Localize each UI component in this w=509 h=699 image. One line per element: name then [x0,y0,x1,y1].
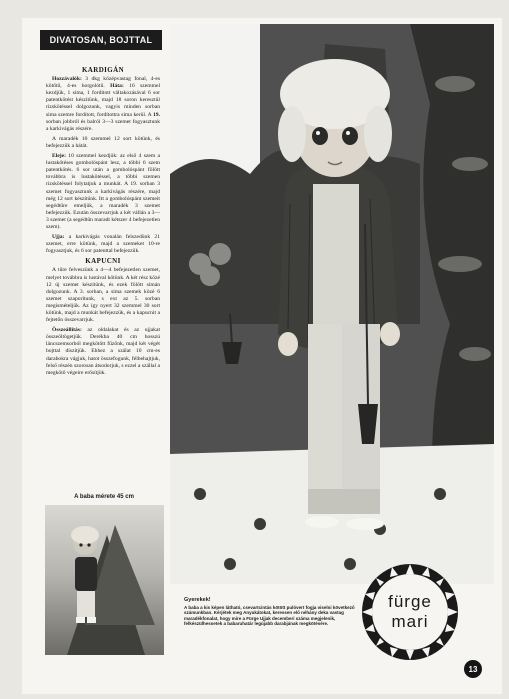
main-doll-photo [170,24,494,584]
notice-heading: Gyerekek! [184,597,211,603]
page-number: 13 [464,660,482,678]
logo-text [360,592,460,632]
photo-caption: A baba mérete 45 cm [74,494,134,500]
logo-line2: mari [391,612,429,631]
small-photo-illustration [45,505,164,655]
children-notice [184,598,360,627]
small-doll-photo [45,505,164,655]
main-photo-illustration [170,24,494,584]
logo-line1: fürge [388,592,432,611]
paragraph-front: Eleje: 10 szemmel kezdjük: az első 4 szem a lustakötéses gombolóspánt lesz, a többi 6 szem patentkötés. 6 sor után a gombolóspánt fölött továbbra is lustakötéssel, a többi szemen rizskötéssel folytatjuk a munkát. A 19. sorban 3 szemet fogyasztunk a karkivágás részére, majd még 12 sort készítünk. Itt a gombolóspánt szemeit segédtűre emeljük, a maradék 3 szemet befejezzük. Ezután összevarrjuk a két vállán a 3—3 szemet (a segédtűn maradt kétszer 4 befejezetlen szem). [46,153,160,230]
article-column [46,66,160,380]
paragraph-hood: A tűre felveszünk a 4—4 befejezetlen szemet, melyet továbbra is lustával kötünk. A két rész közé 12 új szemet készítünk, és ezek fölött simán dolgozunk. A 3. sorban, a sima szemek közé 6 szemet szaporítunk, s ext az 5. sorban megismételjük. Az így nyert 32 szemmel 30 sort kötünk, majd a munkát befejezzük, és a kapucnit a fejtetőn összevarrjuk. [46,267,160,324]
kardigan-heading: KARDIGÁN [81,66,125,74]
section-title: DIVATOSAN, BOJTTAL [40,30,162,50]
paragraph-materials: Hozzávalók: 3 dkg középvastag fonal, 4-es kötőtű, 4-es horgolótű. Háta: 16 szemmel kezdjük, 1 sima, 1 fordított váltakozásával 6 sor patentkötést készítünk, majd 18 soron keresztül rizskötéssel dolgozunk, vagyis minden sorban sima szemre fordított, fordítottra sima kerül. A 19. sorban jobbról és balról 3—3 szemet fogyasztunk a karkivágás részére. [46,76,160,132]
paragraph-sleeve: Ujja: a karkivágás vonalán felszedünk 21 szemet, erre kötünk, majd a szemeket 10-re fogyasztjuk, és 6 sor patenttal befejezzük. [46,234,160,255]
kapucni-heading: KAPUCNI [85,257,121,266]
paragraph-back-finish: A maradék 10 szemmel 12 sort kötünk, és befejezzük a hátát. [46,135,160,149]
paragraph-assembly: Összeállítás: az oldalakat és az ujjakat összeöltögetjük. Derékba 40 cm hosszú láncszemsorból megkötött fűzőnk, majd két végét bojttal díszítjük. Ehhez a szálat 10 cm-es darabokra vágjuk, hatot összefogunk, félbehajtjuk, felső részén szorosan átsodorjuk, s ezzel a szállal a megkötő végeire erősítjük. [46,327,160,376]
notice-body: A baba a kis képen látható, csevartcintás kötött pulóvert fogja viselni következő számunkban. Kérjétek meg Anyukátokat, keressen elő néhány deka vastag maradékfonalat, hogy mire a Fürge Ujjak decemberi száma megjelenik, felkészülhessetek a babaruhatár legújabb darabjának megkötésére. [184,604,355,627]
furge-mari-logo [360,562,460,662]
